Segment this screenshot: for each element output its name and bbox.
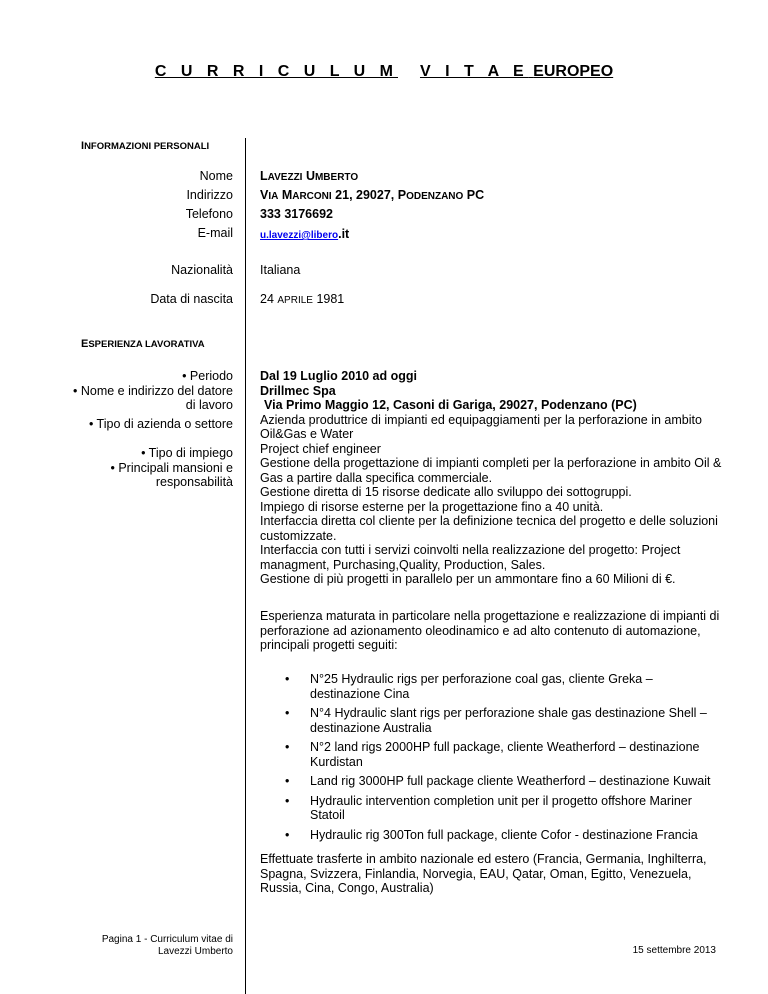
- experience-address: Via Primo Maggio 12, Casoni di Gariga, 29027, Podenzano (PC): [264, 398, 637, 412]
- telefono-label: Telefono: [185, 207, 233, 221]
- label-datore-2: di lavoro: [185, 398, 233, 412]
- nascita-label: Data di nascita: [150, 292, 233, 306]
- project-item: • Hydraulic rig 300Ton full package, cliente Cofor - destinazione Francia: [285, 827, 698, 842]
- experience-travel: Effettuate trasferte in ambito nazionale ed estero (Francia, Germania, Inghilterra, Spagna, Svizzera, Finlandia, Norvegia, EAU, Qatar, Oman, Egitto, Venezuela, Russia, Cina, Congo, Australia): [260, 852, 707, 895]
- title-part-2: V I T A E: [419, 63, 529, 80]
- project-list: [285, 672, 725, 847]
- nome-label: Nome: [199, 169, 233, 183]
- label-datore-1: • Nome e indirizzo del datore: [72, 384, 233, 398]
- title-part-1: C U R R I C U L U M: [154, 63, 398, 80]
- project-item: • N°4 Hydraulic slant rigs per perforazione shale gas destinazione Shell – destinazione Australia: [285, 706, 707, 735]
- experience-periodo: Dal 19 Luglio 2010 ad oggi: [260, 369, 417, 383]
- duty-item: Impiego di risorse esterne per la progettazione fino a 40 unità.: [260, 499, 604, 514]
- label-periodo: • Periodo: [182, 369, 233, 383]
- label-settore: • Tipo di azienda o settore: [88, 417, 233, 431]
- telefono-value: 333 3176692: [260, 207, 333, 221]
- project-item: • Land rig 3000HP full package cliente Weatherford – destinazione Kuwait: [285, 774, 711, 788]
- email-label: E-mail: [197, 226, 233, 240]
- footer-date: 15 settembre 2013: [632, 945, 716, 956]
- duty-item: Interfaccia con tutti i servizi coinvolti nella realizzazione del progetto: Project managment, Purchasing,Quality, Production, Sales.: [260, 543, 681, 572]
- nascita-value: 24 APRILE 1981: [260, 292, 345, 306]
- project-item: • N°2 land rigs 2000HP full package, cliente Weatherford – destinazione Kurdistan: [285, 740, 700, 769]
- label-impiego: • Tipo di impiego: [141, 446, 233, 460]
- column-divider: [245, 138, 246, 994]
- nome-value: LAVEZZI UMBERTO: [260, 169, 359, 183]
- project-item: • Hydraulic intervention completion unit per il progetto offshore Mariner Statoil: [285, 793, 692, 822]
- experience-role: Project chief engineer: [260, 441, 381, 456]
- indirizzo-label: Indirizzo: [186, 188, 233, 202]
- experience-details: [260, 369, 722, 587]
- project-item: • N°25 Hydraulic rigs per perforazione coal gas, cliente Greka – destinazione Cina: [285, 672, 653, 701]
- duty-item: Gestione diretta di 15 risorse dedicate allo sviluppo dei sottogruppi.: [260, 485, 632, 499]
- experience-sector: Azienda produttrice di impianti ed equipaggiamenti per la perforazione in ambito Oil&Gas e Water: [260, 412, 702, 441]
- duty-item: Interfaccia diretta col cliente per la definizione tecnica del progetto e delle soluzioni customizzate.: [260, 514, 718, 543]
- duty-item: Gestione di più progetti in parallelo per un ammontare fino a 60 Milioni di €.: [260, 572, 676, 586]
- nazionalita-label: Nazionalità: [171, 263, 233, 277]
- section-experience: ESPERIENZA LAVORATIVA: [81, 338, 205, 350]
- email-link[interactable]: u.lavezzi@libero: [260, 230, 339, 241]
- email-value: u.lavezzi@libero.it: [260, 227, 350, 241]
- title-part-3: EUROPEO: [533, 63, 614, 80]
- indirizzo-value: VIA MARCONI 21, 29027, PODENZANO PC: [260, 188, 485, 202]
- section-personal-info: INFORMAZIONI PERSONALI: [81, 140, 210, 152]
- duty-item: Gestione della progettazione di impianti completi per la perforazione in ambito Oil & Gas a partire dalla specifica commerciale.: [260, 456, 722, 485]
- nazionalita-value: Italiana: [260, 263, 301, 277]
- footer-page-info: Pagina 1 - Curriculum vitae di Lavezzi Umberto: [101, 934, 233, 957]
- experience-company: Drillmec Spa: [260, 383, 336, 398]
- experience-intro: Esperienza maturata in particolare nella progettazione e realizzazione di impianti di perforazione ad azionamento oleodinamico e ad alto contenuto di automazione, principali progetti seguiti:: [260, 609, 720, 652]
- label-mansioni-1: • Principali mansioni e: [110, 461, 233, 475]
- label-mansioni-2: responsabilità: [155, 475, 233, 489]
- document-title: [0, 63, 768, 81]
